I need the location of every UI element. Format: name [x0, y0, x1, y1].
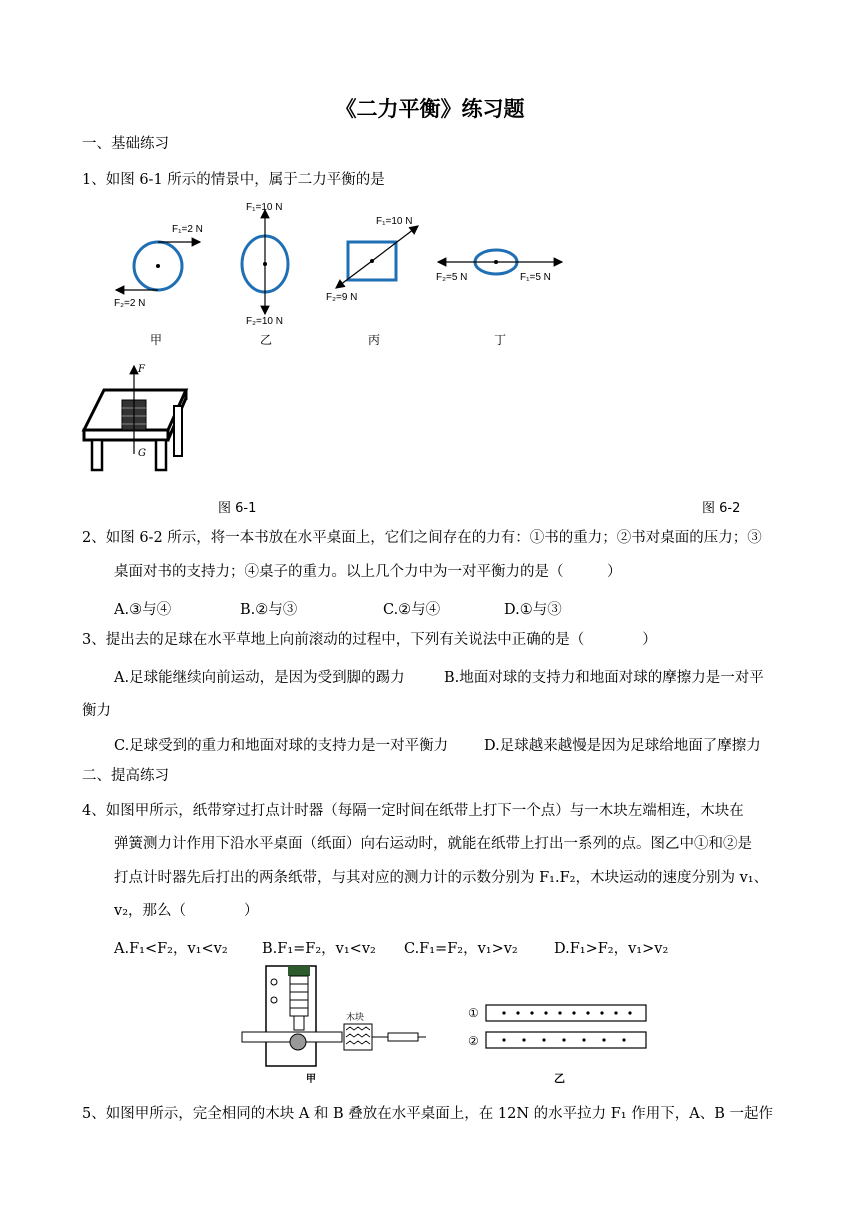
caption-6-1: 图 6-1 — [218, 501, 257, 516]
label-ding-f1: F₁=5 N — [520, 272, 551, 283]
caption-bing: 丙 — [368, 333, 381, 347]
q3-option-b: B.地面对球的支持力和地面对球的摩擦力是一对平 — [444, 670, 764, 686]
q4-option-d: D.F₁>F₂，v₁>v₂ — [554, 941, 669, 957]
question-4-line1: 4、如图甲所示，纸带穿过打点计时器（每隔一定时间在纸带上打下一个点）与一木块左端相连，木块在 — [82, 803, 744, 819]
figure-4-jia — [238, 962, 438, 1088]
figure-6-2 — [78, 358, 198, 476]
label-tape-2: ② — [468, 1034, 479, 1048]
caption-ding: 丁 — [494, 333, 507, 347]
question-1: 1、如图 6-1 所示的情景中，属于二力平衡的是 — [82, 172, 385, 188]
diagram-bing — [326, 216, 418, 303]
q2-option-d: D.①与③ — [504, 602, 562, 618]
label-yi-f1: F₁=10 N — [246, 202, 283, 213]
q3-option-a: A.足球能继续向前运动，是因为受到脚的踢力 — [114, 670, 405, 686]
q3-option-c: C.足球受到的重力和地面对球的支持力是一对平衡力 — [114, 738, 449, 754]
diagram-jia — [114, 224, 203, 309]
caption-4-jia: 甲 — [306, 1074, 316, 1085]
diagram-yi — [242, 202, 288, 327]
q2-option-b: B.②与③ — [240, 602, 298, 618]
question-3: 3、提出去的足球在水平草地上向前滚动的过程中，下列有关说法中正确的是（ ） — [82, 632, 657, 648]
label-g: G — [138, 448, 146, 459]
q4-option-a: A.F₁<F₂，v₁<v₂ — [114, 941, 228, 957]
q4-option-c: C.F₁=F₂，v₁>v₂ — [404, 941, 518, 957]
caption-4-yi: 乙 — [554, 1072, 565, 1085]
label-ding-f2: F₂=5 N — [436, 272, 468, 283]
question-2-line1: 2、如图 6-2 所示，将一本书放在水平桌面上，它们之间存在的力有：①书的重力；②书对桌面的压力；③ — [82, 530, 762, 546]
label-jia-f2: F₂=2 N — [114, 298, 146, 309]
caption-6-2: 图 6-2 — [702, 501, 741, 516]
q3-option-d: D.足球越来越慢是因为足球给地面了摩擦力 — [484, 738, 761, 754]
figure-6-1 — [100, 196, 580, 356]
q2-option-a: A.③与④ — [114, 602, 172, 618]
label-f: F — [138, 364, 145, 375]
page-title: 《二力平衡》练习题 — [335, 97, 525, 121]
label-block: 木块 — [346, 1013, 365, 1023]
q3-option-b-cont: 衡力 — [82, 703, 111, 719]
question-5: 5、如图甲所示，完全相同的木块 A 和 B 叠放在水平桌面上，在 12N 的水平拉力 F₁ 作用下，A、B 一起作 — [82, 1106, 773, 1122]
diagram-ding — [436, 250, 562, 283]
label-jia-f1: F₁=2 N — [172, 224, 203, 235]
label-yi-f2: F₂=10 N — [246, 316, 283, 327]
question-2-line2: 桌面对书的支持力；④桌子的重力。以上几个力中为一对平衡力的是（ ） — [114, 564, 622, 580]
question-4-line3: 打点计时器先后打出的两条纸带，与其对应的测力计的示数分别为 F₁.F₂，木块运动的速度分别为 v₁、 — [114, 870, 769, 886]
question-4-line2: 弹簧测力计作用下沿水平桌面（纸面）向右运动时，就能在纸带上打出一系列的点。图乙中①和②是 — [114, 836, 752, 852]
label-bing-f2: F₂=9 N — [326, 292, 358, 303]
label-tape-1: ① — [468, 1006, 479, 1020]
q2-option-c: C.②与④ — [383, 602, 441, 618]
section-basic: 一、基础练习 — [82, 136, 169, 152]
caption-yi: 乙 — [260, 333, 273, 347]
figure-4-yi — [462, 998, 652, 1088]
question-4-line4: v₂，那么（ ） — [114, 903, 259, 919]
label-bing-f1: F₁=10 N — [376, 216, 413, 227]
caption-jia: 甲 — [150, 333, 163, 347]
q4-option-b: B.F₁=F₂，v₁<v₂ — [262, 941, 376, 957]
section-advanced: 二、提高练习 — [82, 768, 169, 784]
